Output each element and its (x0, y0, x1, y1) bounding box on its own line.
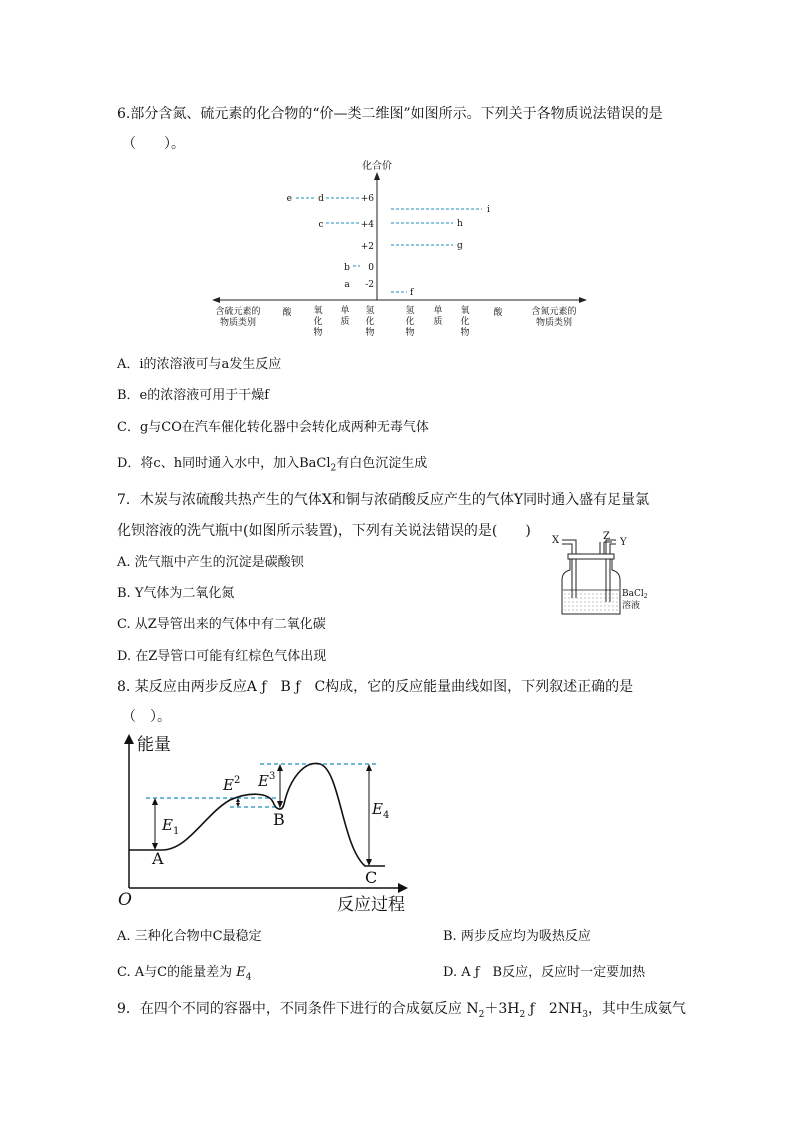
q7-option-b: B. Y气体为二氧化氮 (117, 586, 235, 601)
q6-option-d: D．将c、h同时通入水中，加入BaCl$_2$有白色沉淀生成 (117, 456, 428, 474)
energy-curve (129, 763, 385, 866)
chart-y-title: 化合价 (362, 161, 392, 172)
cat-n-elem-1: 单 (433, 306, 443, 316)
energy-x-arrow (398, 883, 408, 893)
q8-paren: （ ）。 (122, 709, 171, 725)
bacl2-label: BaCl$_2$ (622, 589, 648, 600)
chart-y-arrow (374, 172, 380, 180)
label-h: h (457, 219, 463, 229)
label-g: g (457, 241, 463, 251)
energy-profile-figure (110, 728, 420, 918)
cat-s-elem-2: 质 (340, 317, 350, 327)
cat-n-hyd-1: 氢 (405, 306, 415, 316)
cat-n-hyd-2: 化 (405, 317, 415, 327)
cat-s-hyd-3: 物 (365, 328, 375, 338)
gas-y-label: Y (620, 537, 627, 548)
cat-n-oxide-3: 物 (460, 328, 470, 338)
point-b-label: B (273, 810, 285, 829)
q7-stem-line2: 化钡溶液的洗气瓶中(如图所示装置)，下列有关说法错误的是( ) (117, 523, 531, 539)
q8-option-d: D. A ƒ B反应，反应时一定要加热 (443, 965, 646, 980)
tick-plus2: +2 (360, 242, 374, 252)
label-c: c (318, 220, 324, 230)
cat-s-hyd-1: 氢 (365, 306, 375, 316)
q7-option-a: A. 洗气瓶中产生的沉淀是碳酸钡 (117, 555, 304, 570)
chart-x-arrow-left (212, 297, 220, 303)
point-c-label: C (365, 868, 378, 887)
q9-stem: 9．在四个不同的容器中，不同条件下进行的合成氨反应 $N_2+3H_2$ ƒ $2NH_3$，其中生成氨气 (117, 1001, 686, 1020)
energy-origin: O (118, 890, 132, 910)
energy-x-label: 反应过程 (337, 895, 405, 915)
energy-y-arrow (124, 734, 134, 744)
cat-n-oxide-2: 化 (460, 317, 470, 327)
tick-minus2: -2 (365, 280, 374, 290)
label-f: f (410, 288, 414, 298)
q7-option-c: C. 从Z导管出来的气体中有二氧化碳 (117, 617, 326, 632)
gas-x-label: X (552, 535, 560, 546)
chart-x-arrow-right (579, 297, 587, 303)
q8-stem: 8. 某反应由两步反应A ƒ B ƒ C构成，它的反应能量曲线如图，下列叙述正确的是 (117, 679, 634, 695)
q6-option-c: C．g与CO在汽车催化转化器中会转化成两种无毒气体 (117, 420, 429, 435)
gas-washing-bottle-figure (548, 528, 648, 618)
tick-plus4: +4 (360, 220, 374, 230)
q8-option-c: C. A与C的能量差为 $E_4$ (117, 965, 252, 983)
cat-s-oxide-1: 氧 (313, 306, 323, 316)
cat-s-acid: 酸 (282, 308, 292, 318)
left-axis-label-1: 含硫元素的 (215, 307, 261, 317)
label-e: e (286, 194, 292, 204)
e2-label: $E^2$ (223, 775, 241, 794)
point-a-label: A (152, 849, 164, 868)
q7-stem-line1: 7．木炭与浓硫酸共热产生的气体X和铜与浓硝酸反应产生的气体Y同时通入盛有足量氯 (117, 492, 650, 508)
cat-s-oxide-3: 物 (313, 328, 323, 338)
cat-s-hyd-2: 化 (365, 317, 375, 327)
right-axis-label-1: 含氮元素的 (531, 307, 577, 317)
tick-plus6: +6 (360, 194, 374, 204)
right-axis-label-2: 物质类别 (535, 318, 573, 328)
cat-n-hyd-3: 物 (405, 328, 415, 338)
energy-y-label: 能量 (137, 735, 171, 755)
gas-z-label: Z (603, 531, 610, 542)
valence-class-chart (200, 150, 600, 345)
solution-label: 溶液 (622, 601, 641, 611)
label-i: i (487, 205, 490, 215)
left-axis-label-2: 物质类别 (219, 318, 257, 328)
q7-option-d: D. 在Z导管口可能有红棕色气体出现 (117, 649, 327, 664)
q8-option-a: A. 三种化合物中C最稳定 (117, 929, 262, 944)
cat-s-elem-1: 单 (340, 306, 350, 316)
cat-n-elem-2: 质 (433, 317, 443, 327)
cat-n-oxide-1: 氧 (460, 306, 470, 316)
cat-s-oxide-2: 化 (313, 317, 323, 327)
q6-paren: （ ）。 (122, 136, 185, 152)
cat-n-acid: 酸 (493, 308, 503, 318)
tick-zero: 0 (368, 263, 374, 273)
label-d: d (318, 194, 324, 204)
e4-label: $E_4$ (372, 800, 390, 821)
q6-stem: 6.部分含氮、硫元素的化合物的“价—类二维图”如图所示。下列关于各物质说法错误的是 (117, 106, 663, 122)
e3-label: $E^3$ (258, 771, 276, 790)
q6-option-b: B．e的浓溶液可用于干燥f (117, 388, 270, 403)
label-b: b (344, 263, 350, 273)
q8-option-b: B. 两步反应均为吸热反应 (443, 929, 591, 944)
e1-label: $E_1$ (162, 816, 180, 837)
label-a: a (344, 280, 350, 290)
q6-option-a: A．i的浓溶液可与a发生反应 (117, 357, 282, 372)
